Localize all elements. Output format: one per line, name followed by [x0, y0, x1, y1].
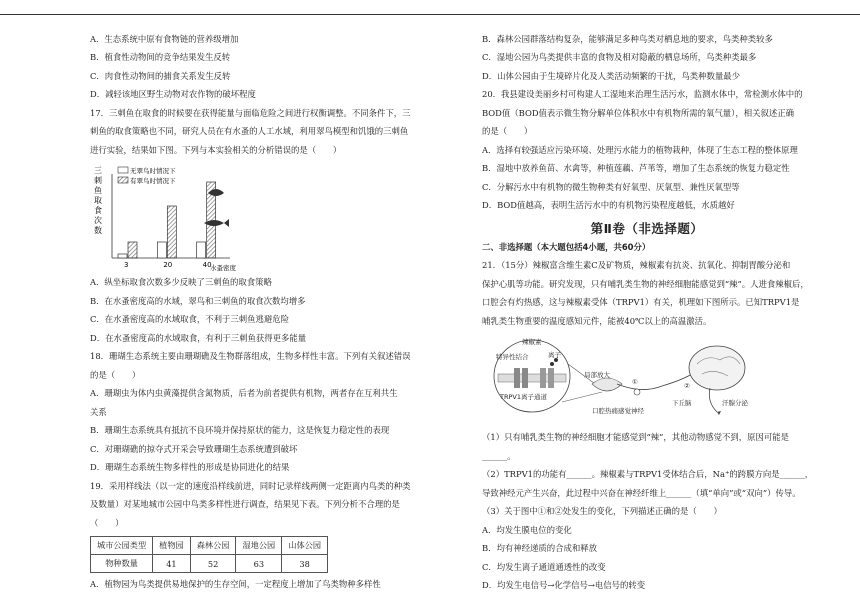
sensory-nerve [617, 374, 692, 390]
option-18c: C．对珊瑚礁的掠夺式开采会导致珊瑚生态系统遭到破坏 [90, 443, 298, 454]
option-18d: D．珊瑚生态系统生物多样性的形成是协同进化的结果 [90, 462, 290, 473]
question-17-line1: 17．三刺鱼在取食的时候要在获得能量与面临危险之间进行权衡调整。不同条件下，三 [90, 107, 411, 118]
y-axis-label: 取 [94, 196, 102, 206]
label-sweat: 汗腺分泌 [722, 399, 748, 408]
table-cell: 湿地公园 [236, 537, 282, 555]
zoom-line [562, 392, 602, 402]
option-20a: A．选择有较强适应污染环境、处理污水能力的植物栽种，体现了生态工程的整体原理 [482, 144, 798, 155]
subq-1-line2: ______。 [482, 450, 516, 461]
option-18b: B．珊瑚生态系统具有抵抗不良环境并保持原状的能力，这是恢复力稳定性的表现 [90, 425, 390, 436]
question-20-line2: BOD值（BOD值表示微生物分解单位体积水中有机物所需的氧气量），相关叙述正确 [482, 107, 794, 118]
option-16a: A．生态系统中原有食物链的营养级增加 [90, 34, 239, 44]
table-cell: 植物园 [153, 537, 191, 555]
top-rule [0, 14, 860, 15]
label-capsaicin: 辣椒素 [522, 338, 542, 347]
question-17-line2: 刺鱼的取食策略也不同，研究人员在有水蚤的人工水域，利用翠鸟模型和饥饿的三刺鱼 [90, 126, 409, 137]
receptor-protein-left [540, 368, 546, 388]
x-axis-label: 水蚤密度 [210, 264, 236, 273]
option-21-3a: A．均发生膜电位的变化 [482, 524, 572, 535]
legend-swatch-no-bird [118, 167, 128, 173]
channel-protein-left [514, 368, 520, 388]
table-cell: 物种数量 [91, 555, 153, 573]
option-20d: D．BOD值越高，表明生活污水中的有机物污染程度越低，水质越好 [482, 200, 735, 211]
label-hypothalamus: 下丘脑 [672, 399, 692, 408]
option-21-3c: C．均发生离子通道通透性的改变 [482, 561, 606, 572]
chart-svg [90, 163, 250, 273]
bar-with-bird [197, 242, 206, 258]
option-18a-line2: 关系 [90, 406, 107, 417]
option-20b: B．湿地中放养鱼苗、水禽等，种植莲藕、芦苇等，增加了生态系统的恢复力稳定性 [482, 163, 790, 174]
q17-bar-chart [90, 163, 250, 273]
table-cell: 城市公园类型 [91, 537, 153, 555]
option-17b: B．在水蚤密度高的水域，翠鸟和三刺鱼的取食次数均增多 [90, 295, 306, 306]
y-axis-label: 次 [94, 216, 102, 226]
label-ion: 离子 [548, 351, 561, 360]
table-cell: 山体公园 [282, 537, 328, 555]
right-column [482, 34, 812, 599]
option-17a: A．纵坐标取食次数多少反映了三刺鱼的取食策略 [90, 277, 272, 288]
table-cell: 63 [236, 555, 282, 573]
y-axis-label: 食 [94, 206, 102, 216]
question-18-line1: 18．珊瑚生态系统主要由珊瑚礁及生物群落组成，生物多样性丰富。下列有关叙述错误 [90, 351, 411, 362]
label-zoom: 局部放大 [584, 371, 610, 380]
bar-no-bird [167, 206, 176, 258]
question-19-line1: 19．采用样线法（以一定的速度沿样线前进，同时记录样线两侧一定距离内鸟类的种类 [90, 480, 411, 491]
subq-2-line2: 导致神经元产生兴奋，此过程中兴奋在神经纤维上______（填“单向”或“双向”）传导。 [482, 487, 801, 498]
label-trpv1-channel: TRPV1离子通道 [500, 393, 547, 402]
cell-membrane [498, 374, 566, 382]
question-20-line3: 的是（ ） [482, 126, 533, 137]
option-19a: A．植物园为鸟类提供易地保护的生存空间，一定程度上增加了鸟类物种多样性 [90, 579, 381, 590]
brain-icon [689, 346, 745, 390]
y-axis-label: 鱼 [94, 186, 102, 196]
option-19c: C．湿地公园为鸟类提供丰富的食物及相对隐蔽的栖息场所，鸟类种类最多 [482, 52, 757, 63]
x-tick-label: 3 [124, 261, 129, 270]
legend-swatch-with-bird [118, 177, 128, 183]
option-16c: C．肉食性动物间的捕食关系发生反转 [90, 70, 231, 81]
efferent-nerve [709, 388, 717, 412]
option-17d: D．在水蚤密度高的水域取食，有利于三刺鱼获得更多能量 [90, 332, 307, 343]
subq-2-line1: （2）TRPV1的功能有______。辣椒素与TRPV1受体结合后，Na⁺的跨膜方向是______， [482, 469, 814, 480]
option-18a-line1: A．珊瑚虫为体内虫黄藻提供含氮物质，后者为前者提供有机物，两者存在互利共生 [90, 388, 398, 399]
question-21-line2: 保护心肌等功能。研究发现，只有哺乳类生物的神经细胞能感觉到“辣”。人进食辣椒后， [482, 278, 809, 289]
legend-label: 有翠鸟时情况下 [130, 177, 176, 186]
bar-no-bird [128, 242, 137, 258]
subq-3: （3）关于图中①和②处发生的变化，下列描述正确的是（ ） [482, 506, 722, 517]
section-title: 第Ⅱ卷（非选择题） [590, 220, 704, 236]
y-axis-label: 数 [94, 226, 102, 236]
arrow-head [717, 411, 721, 415]
marker-2: ② [684, 382, 690, 391]
option-21-3b: B．均有神经递质的合成和释放 [482, 543, 598, 554]
question-20-line1: 20．我县建设美丽乡村可构建人工湿地来治理生活污水，监测水体中，常检测水体中的 [482, 89, 803, 100]
question-21-line4: 哺乳类生物重要的温度感知元件，能被40℃以上的高温激活。 [482, 315, 712, 326]
question-19-line3: （ ） [90, 517, 124, 528]
y-axis-label: 刺 [94, 176, 102, 186]
label-sensory-nerve: 口腔热痛感觉神经 [592, 407, 644, 416]
channel-protein-right [522, 368, 528, 388]
left-column [90, 34, 428, 598]
table-cell: 52 [190, 555, 236, 573]
nerve-junction-1 [634, 389, 640, 395]
table-header-row [91, 537, 328, 555]
question-19-line2: 及数量）对某地城市公园中鸟类多样性进行调查，结果见下表。下列分析不合理的是 [90, 499, 400, 510]
subq-1-line1: （1）只有哺乳类生物的神经细胞才能感觉到“辣”，其他动物感觉不到，原因可能是 [482, 432, 790, 443]
option-19d: D．山体公园由于生境碎片化及人类活动频繁的干扰，鸟类种数量最少 [482, 70, 740, 81]
question-18-line2: 的是（ ） [90, 369, 141, 380]
option-21-3d: D．均发生电信号→化学信号→电信号的转变 [482, 580, 646, 591]
option-16d: D．减轻该地区野生动物对农作物的破坏程度 [90, 89, 256, 100]
marker-1: ① [632, 378, 638, 387]
bar-with-bird [118, 254, 127, 258]
bar-with-bird [157, 242, 166, 258]
table-cell: 森林公园 [190, 537, 236, 555]
table-row [91, 555, 328, 573]
part-two-heading: 二、非选择题（本大题包括4小题，共60分） [482, 241, 651, 252]
legend-label: 无翠鸟时情况下 [130, 167, 176, 176]
option-20c: C．分解污水中有机物的微生物种类有好氧型、厌氧型、兼性厌氧型等 [482, 181, 740, 192]
x-tick-label: 40 [202, 261, 212, 270]
y-axis-label: 三 [94, 166, 102, 176]
question-21-line3: 口腔会有灼热感，这与辣椒素受体（TRPV1）有关，机理如下图所示。已知TRPV1是 [482, 297, 800, 308]
table-cell: 41 [153, 555, 191, 573]
option-17c: C．在水蚤密度高的水域取食，不利于三刺鱼逃避危险 [90, 314, 290, 325]
x-tick-label: 20 [163, 261, 173, 270]
receptor-protein-right [548, 368, 554, 388]
question-17-line3: 进行实验，结果如下图。下列与本实验相关的分析错误的是（ ） [90, 144, 342, 155]
table-cell: 38 [282, 555, 328, 573]
question-21-line1: 21．（15分）辣椒富含维生素C及矿物质，辣椒素有抗炎、抗氧化、抑制胃酸分泌和 [482, 260, 791, 271]
trpv1-diagram [492, 334, 752, 424]
park-species-table [90, 536, 328, 573]
ion-dot [550, 362, 554, 366]
option-16b: B．植食性动物间的竞争结果发生反转 [90, 52, 231, 63]
option-19b: B．森林公园群落结构复杂，能够满足多种鸟类对栖息地的要求，鸟类种类较多 [482, 34, 773, 44]
label-specific-binding: 特异性结合 [496, 353, 529, 362]
